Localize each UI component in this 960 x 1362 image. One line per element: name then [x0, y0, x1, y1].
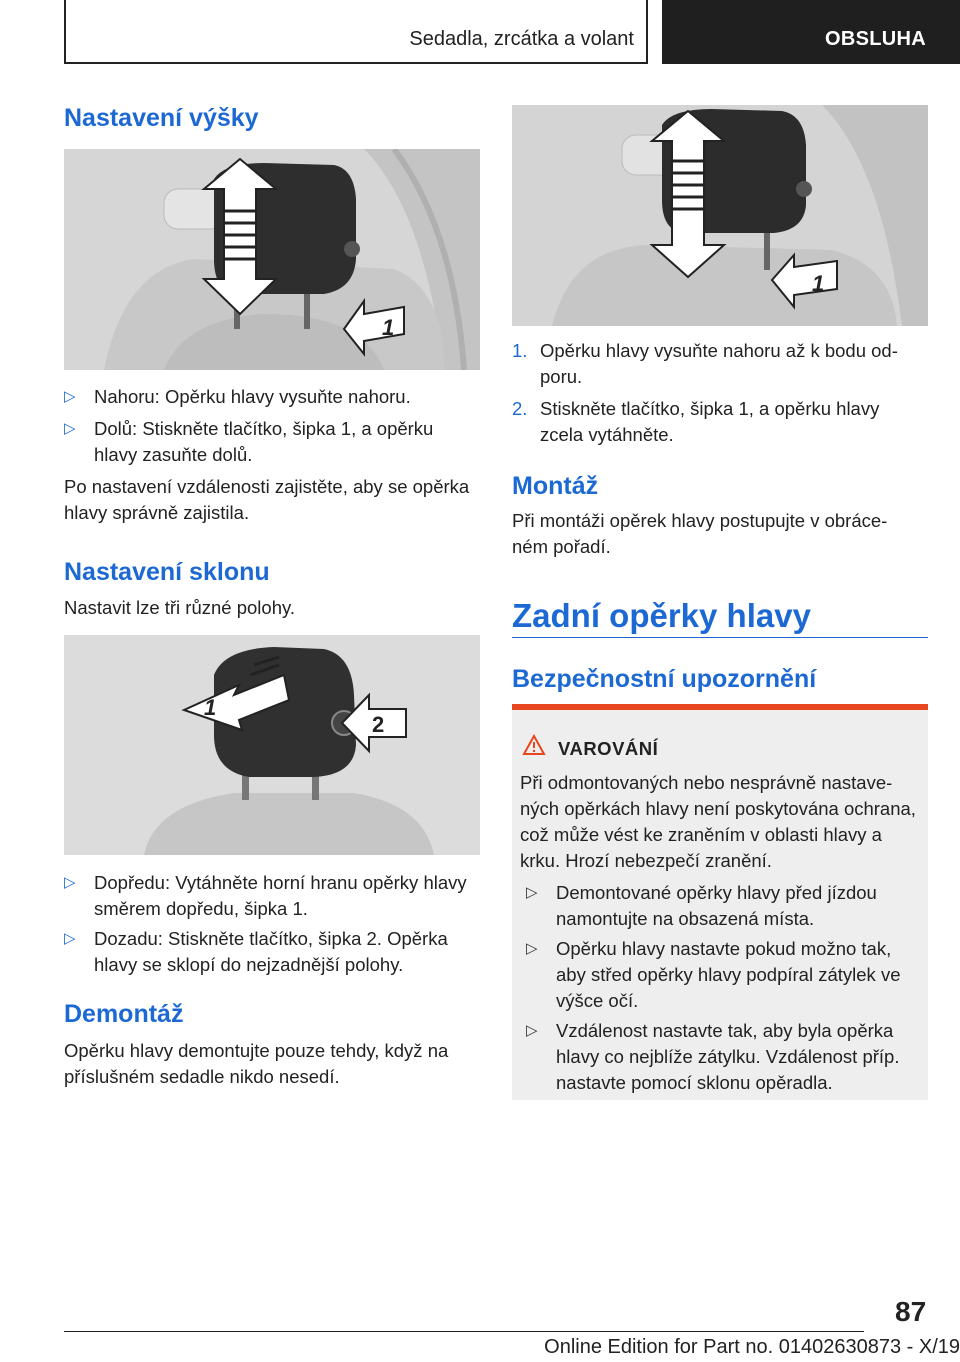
step-number: 1.: [512, 340, 528, 361]
bullet-marker: ▷: [64, 930, 76, 947]
header-chapter-title: OBSLUHA: [825, 28, 926, 50]
figure-headrest-removal-drawing: [512, 105, 928, 326]
heading-install: Montáž: [512, 472, 599, 500]
figure-label-1: 1: [382, 315, 395, 340]
figure-label-1: 1: [204, 695, 217, 720]
bullet-marker: ▷: [526, 940, 538, 957]
figure-headrest-tilt: [64, 635, 480, 855]
warning-title: VAROVÁNÍ: [558, 738, 659, 759]
figure-headrest-height-drawing: [64, 149, 480, 370]
footer-divider: [64, 1331, 864, 1332]
warning-text-line: Při odmontovaných nebo nesprávně nastave-: [520, 772, 893, 793]
paragraph-removal-line1: Opěrku hlavy demontujte pouze tehdy, když na: [64, 1040, 449, 1061]
paragraph-tilt-intro: Nastavit lze tři různé polohy.: [64, 597, 296, 618]
warning-list-item: ▷ Demontované opěrky hlavy před jízdou namontujte na obsazená místa.: [526, 882, 877, 929]
heading-underline: [512, 637, 928, 638]
heading-height-adjust: Nastavení výšky: [64, 104, 259, 132]
figure-headrest-removal: [512, 105, 928, 326]
header-section-tab: [64, 0, 648, 64]
heading-safety: Bezpečnostní upozornění: [512, 665, 817, 693]
step-item: 1. Opěrku hlavy vysuňte nahoru až k bodu od- poru.: [512, 340, 898, 387]
paragraph-install-line2: ném pořadí.: [512, 536, 611, 557]
warning-list-item: ▷ Vzdálenost nastavte tak, aby byla opěrka hlavy co nejblíže zátylku. Vzdálenost příp. nastavte pomocí sklonu opěradla.: [526, 1020, 900, 1093]
bullet-marker: ▷: [64, 420, 76, 437]
figure-label-1: 1: [812, 271, 825, 296]
warning-text-line: krku. Hrozí nebezpečí zranění.: [520, 850, 772, 871]
bullet-marker: ▷: [64, 388, 76, 405]
heading-tilt-adjust: Nastavení sklonu: [64, 558, 270, 586]
figure-label-2: 2: [372, 712, 385, 737]
warning-list-item: ▷ Opěrku hlavy nastavte pokud možno tak, aby střed opěrky hlavy podpíral zátylek ve výšce očí.: [526, 938, 901, 1011]
list-item: ▷ Dozadu: Stiskněte tlačítko, šipka 2. Opěrka: [64, 926, 484, 952]
bullet-marker: ▷: [64, 874, 76, 891]
figure-headrest-height: [64, 149, 480, 370]
list-item: ▷ Dopředu: Vytáhněte horní hranu opěrky hlavy: [64, 870, 484, 896]
list-item-continuation: hlavy zasuňte dolů.: [94, 444, 253, 465]
bullet-marker: ▷: [526, 1022, 538, 1039]
list-item: ▷ Dolů: Stiskněte tlačítko, šipka 1, a opěrku: [64, 416, 484, 442]
warning-triangle-icon: [522, 734, 546, 756]
step-number: 2.: [512, 398, 528, 419]
step-item: 2. Stiskněte tlačítko, šipka 1, a opěrku hlavy zcela vytáhněte.: [512, 398, 880, 445]
list-item: ▷ Nahoru: Opěrku hlavy vysuňte nahoru.: [64, 384, 484, 410]
header-section-title: Sedadla, zrcátka a volant: [409, 28, 634, 50]
warning-text-line: což může vést ke zraněním v oblasti hlavy a: [520, 824, 882, 845]
heading-rear-headrests: Zadní opěrky hlavy: [512, 597, 811, 634]
footer-edition: Online Edition for Part no. 01402630873 - X/19: [544, 1336, 960, 1358]
header-chapter-tab: [662, 0, 960, 64]
figure-headrest-tilt-drawing: [64, 635, 480, 855]
list-item-continuation: hlavy se sklopí do nejzadnější polohy.: [94, 954, 404, 975]
heading-removal: Demontáž: [64, 1000, 184, 1028]
paragraph-height-note-line1: Po nastavení vzdálenosti zajistěte, aby se opěrka: [64, 476, 470, 497]
page-number: 87: [895, 1296, 927, 1327]
paragraph-height-note-line2: hlavy správně zajistila.: [64, 502, 250, 523]
paragraph-install-line1: Při montáži opěrek hlavy postupujte v obráce-: [512, 510, 888, 531]
bullet-marker: ▷: [526, 884, 538, 901]
warning-box: [512, 704, 928, 1100]
list-item-continuation: směrem dopředu, šipka 1.: [94, 898, 308, 919]
paragraph-removal-line2: příslušném sedadle nikdo nesedí.: [64, 1066, 340, 1087]
warning-text-line: ných opěrkách hlavy není poskytována ochrana,: [520, 798, 916, 819]
